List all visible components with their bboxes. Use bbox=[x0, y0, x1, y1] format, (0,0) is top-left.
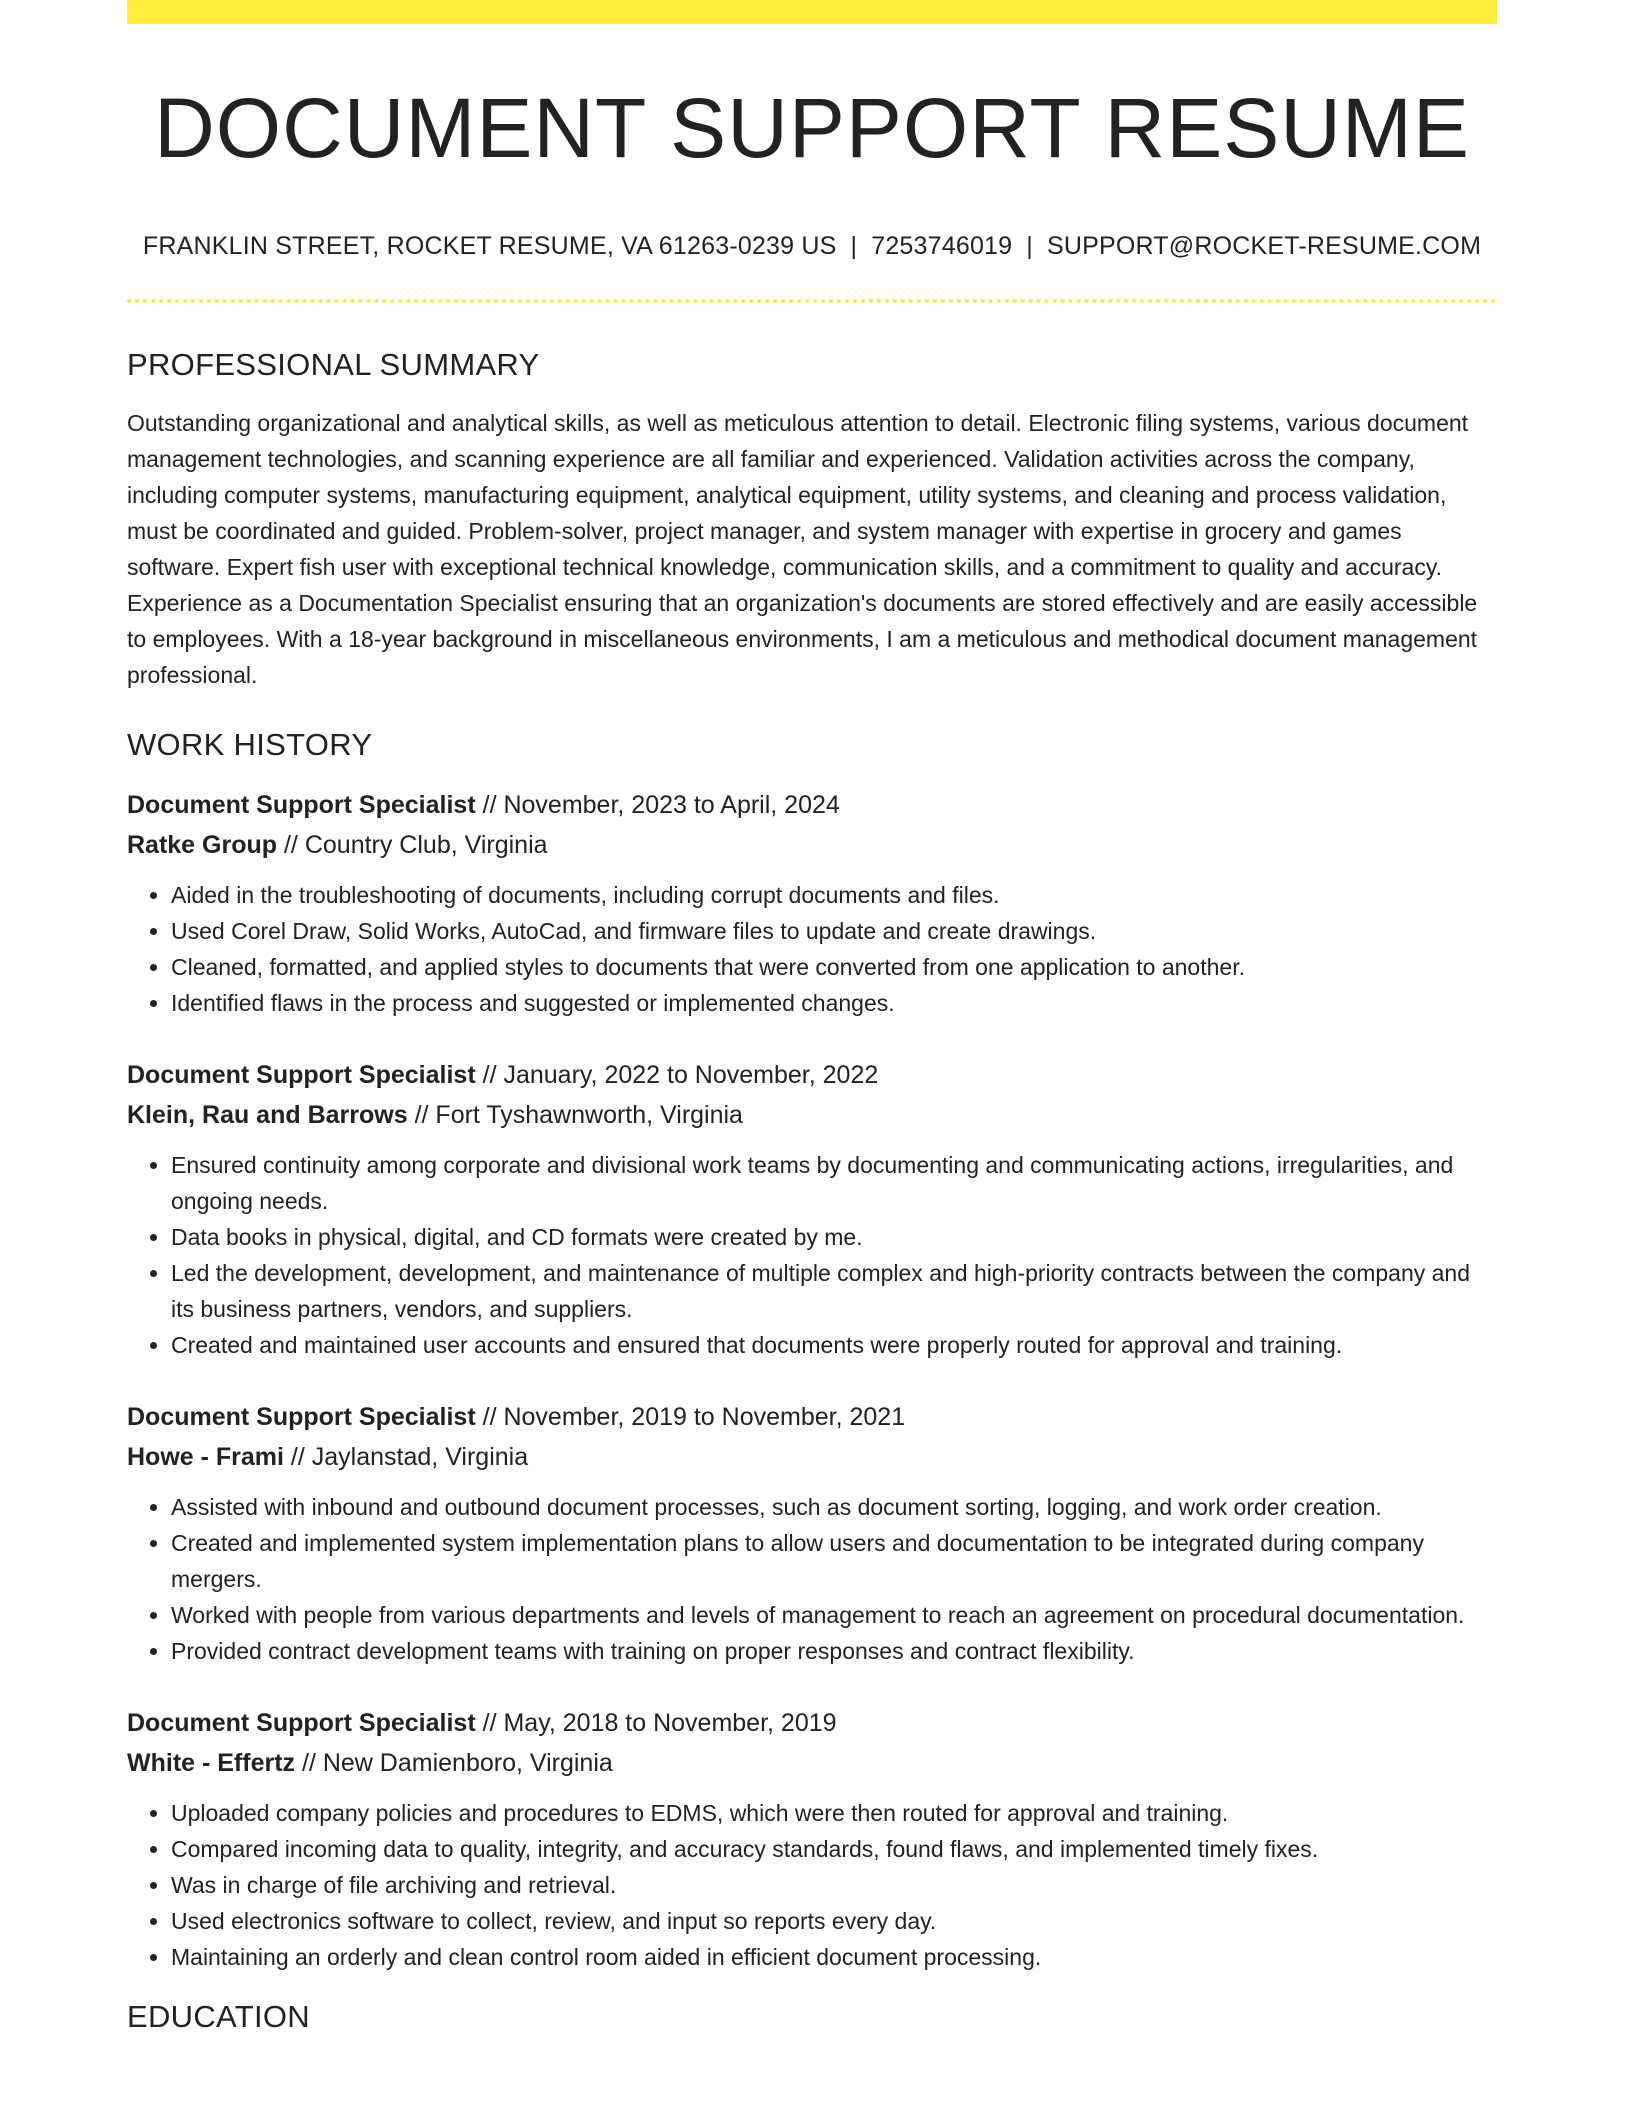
work-entry bbox=[127, 1703, 1497, 1975]
job-bullet: • Created and implemented system implementation plans to allow users and documentation to be integrated during company mergers. bbox=[171, 1525, 1497, 1597]
job-title: Document Support Specialist bbox=[127, 1709, 476, 1738]
job-title: Document Support Specialist bbox=[127, 791, 476, 820]
job-bullet: • Used Corel Draw, Solid Works, AutoCad, and firmware files to update and create drawings. bbox=[171, 913, 1497, 949]
job-separator: // bbox=[407, 1101, 436, 1130]
job-bullet: • Ensured continuity among corporate and divisional work teams by documenting and communicating actions, irregularities, and ongoing needs. bbox=[171, 1147, 1497, 1219]
job-separator: // bbox=[475, 791, 504, 820]
job-bullets bbox=[127, 1795, 1497, 1975]
job-company: Howe - Frami bbox=[127, 1443, 284, 1472]
job-bullet: • Identified flaws in the process and suggested or implemented changes. bbox=[171, 985, 1497, 1021]
work-history-list bbox=[127, 785, 1497, 1975]
job-location: Country Club, Virginia bbox=[304, 831, 548, 860]
job-location: Fort Tyshawnworth, Virginia bbox=[435, 1101, 743, 1130]
job-bullet: • Created and maintained user accounts and ensured that documents were properly routed for approval and training. bbox=[171, 1327, 1497, 1363]
resume-page bbox=[127, 0, 1497, 2035]
job-dates: May, 2018 to November, 2019 bbox=[503, 1709, 837, 1738]
job-separator: // bbox=[475, 1709, 504, 1738]
dotted-divider bbox=[127, 299, 1497, 303]
job-bullet: • Cleaned, formatted, and applied styles to documents that were converted from one application to another. bbox=[171, 949, 1497, 985]
job-bullets bbox=[127, 1489, 1497, 1669]
contact-address: FRANKLIN STREET, ROCKET RESUME, VA 61263-0239 US bbox=[142, 232, 837, 261]
contact-separator: | bbox=[850, 232, 858, 261]
job-bullets bbox=[127, 1147, 1497, 1363]
job-separator: // bbox=[295, 1749, 323, 1778]
job-bullets bbox=[127, 877, 1497, 1021]
contact-line bbox=[127, 232, 1497, 261]
job-title-line bbox=[127, 1055, 1497, 1095]
job-title-line bbox=[127, 1703, 1497, 1743]
work-entry bbox=[127, 1055, 1497, 1363]
job-location: Jaylanstad, Virginia bbox=[311, 1443, 529, 1472]
job-company-line bbox=[127, 1743, 1497, 1783]
job-bullet: • Provided contract development teams with training on proper responses and contract flexibility. bbox=[171, 1633, 1497, 1669]
work-entry bbox=[127, 785, 1497, 1021]
job-title-line bbox=[127, 1397, 1497, 1437]
job-bullet: • Data books in physical, digital, and CD formats were created by me. bbox=[171, 1219, 1497, 1255]
job-title: Document Support Specialist bbox=[127, 1403, 476, 1432]
job-dates: November, 2023 to April, 2024 bbox=[503, 791, 840, 820]
work-entry bbox=[127, 1397, 1497, 1669]
job-company: Klein, Rau and Barrows bbox=[127, 1101, 408, 1130]
work-history-heading: WORK HISTORY bbox=[127, 727, 373, 763]
job-title: Document Support Specialist bbox=[127, 1061, 476, 1090]
summary-heading: PROFESSIONAL SUMMARY bbox=[127, 347, 540, 383]
job-title-line bbox=[127, 785, 1497, 825]
job-bullet: • Assisted with inbound and outbound document processes, such as document sorting, logging, and work order creation. bbox=[171, 1489, 1497, 1525]
job-bullet: • Uploaded company policies and procedures to EDMS, which were then routed for approval and training. bbox=[171, 1795, 1497, 1831]
job-dates: January, 2022 to November, 2022 bbox=[503, 1061, 879, 1090]
job-separator: // bbox=[475, 1403, 504, 1432]
summary-text: Outstanding organizational and analytical skills, as well as meticulous attention to detail. Electronic filing systems, various document management technologies, and scanning experience are all familiar and experienced. Validation activities across the company, including computer systems, manufacturing equipment, analytical equipment, utility systems, and cleaning and process validation, must be coordinated and guided. Problem-solver, project manager, and system manager with expertise in grocery and games software. Expert fish user with exceptional technical knowledge, communication skills, and a commitment to quality and accuracy. Experience as a Documentation Specialist ensuring that an organization's documents are stored effectively and are easily accessible to employees. With a 18-year background in miscellaneous environments, I am a meticulous and methodical document management professional. bbox=[127, 410, 1478, 689]
contact-phone: 7253746019 bbox=[871, 232, 1013, 261]
job-bullet: • Led the development, development, and maintenance of multiple complex and high-priority contracts between the company and its business partners, vendors, and suppliers. bbox=[171, 1255, 1497, 1327]
job-separator: // bbox=[283, 1443, 312, 1472]
contact-email: SUPPORT@ROCKET-RESUME.COM bbox=[1046, 232, 1482, 261]
education-heading: EDUCATION bbox=[127, 1999, 310, 2035]
job-dates: November, 2019 to November, 2021 bbox=[503, 1403, 906, 1432]
job-company-line bbox=[127, 1095, 1497, 1135]
job-bullet: • Was in charge of file archiving and retrieval. bbox=[171, 1867, 1497, 1903]
job-bullet: • Compared incoming data to quality, integrity, and accuracy standards, found flaws, and implemented timely fixes. bbox=[171, 1831, 1497, 1867]
job-location: New Damienboro, Virginia bbox=[322, 1749, 613, 1778]
job-company-line bbox=[127, 1437, 1497, 1477]
job-bullet: • Maintaining an orderly and clean control room aided in efficient document processing. bbox=[171, 1939, 1497, 1975]
contact-separator: | bbox=[1026, 232, 1033, 261]
job-company: White - Effertz bbox=[127, 1749, 296, 1778]
job-bullet: • Worked with people from various departments and levels of management to reach an agreement on procedural documentation. bbox=[171, 1597, 1497, 1633]
top-accent-bar bbox=[127, 0, 1497, 24]
job-bullet: • Aided in the troubleshooting of documents, including corrupt documents and files. bbox=[171, 877, 1497, 913]
job-company-line bbox=[127, 825, 1497, 865]
job-bullet: • Used electronics software to collect, review, and input so reports every day. bbox=[171, 1903, 1497, 1939]
job-separator: // bbox=[277, 831, 305, 860]
job-company: Ratke Group bbox=[127, 831, 278, 860]
job-separator: // bbox=[475, 1061, 504, 1090]
resume-title: DOCUMENT SUPPORT RESUME bbox=[154, 81, 1470, 175]
